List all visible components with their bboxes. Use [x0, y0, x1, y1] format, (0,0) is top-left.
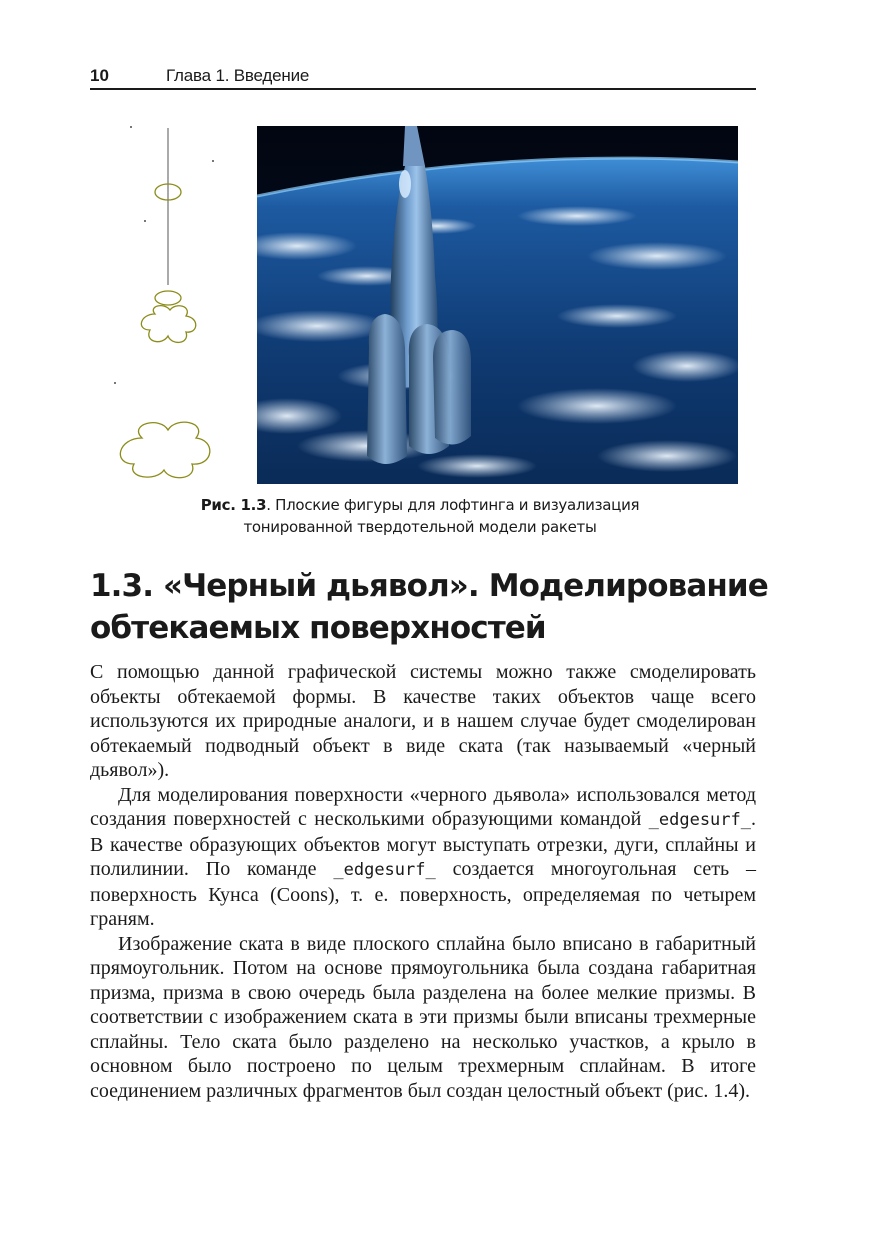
- paragraph-3: Изображение ската в виде плоского сплайна было вписано в габаритный прямоугольник. Потом на основе прямоугольника была создана габаритная призма, призма в свою очередь была разделена на более мелкие призмы. В соответствии с изображением ската в эти призмы были вписаны трехмерные сплайны. Тело ската было разделено на несколько участков, а крыло в основном было построено по целым трехмерным сплайнам. В итоге соединением различных фрагментов был создан целостный объект (рис. 1.4).: [90, 932, 756, 1102]
- paragraph-2: [90, 783, 756, 932]
- loft-profiles-sketch: [100, 120, 240, 490]
- figure-label: Рис. 1.3: [200, 496, 267, 514]
- edgesurf-command: _edgesurf_: [648, 810, 751, 830]
- profile-flower-large: [120, 422, 209, 478]
- paragraph-2-part-b: . В качестве образующих объектов могут выступать отрезки, дуги, сплайны и полилинии. По команде: [90, 808, 756, 880]
- rocket-render-image: [257, 126, 738, 484]
- paragraph-1: С помощью данной графической системы можно также смоделировать объекты обтекаемой формы. В качестве таких объектов чаще всего используются их природные аналоги, и в нашем случае будет смоделирован обтекаемый подводный объект в виде ската (так называемый «черный дьявол»).: [90, 661, 756, 781]
- section-title-line-1: 1.3. «Черный дьявол». Моделирование: [90, 568, 768, 604]
- section-heading: [90, 565, 790, 649]
- caption-line-1: [120, 494, 720, 516]
- chapter-title: Глава 1. Введение: [166, 66, 310, 85]
- running-header: [90, 62, 756, 90]
- profile-ellipse-mid: [155, 291, 181, 305]
- caption-text-1: . Плоские фигуры для лофтинга и визуализация: [266, 496, 640, 514]
- paragraph-2-part-a: Для моделирования поверхности «черного дьявола» использовался метод создания поверхностей с несколькими образующими командой: [90, 783, 756, 830]
- profile-flower-small: [141, 306, 195, 343]
- page-number: 10: [90, 66, 109, 85]
- section-title-line-2: обтекаемых поверхностей: [90, 610, 546, 646]
- paragraph-2-part-c: создается многоугольная сеть – поверхность Кунса (Coons), т. е. поверхность, определяемая по четырем граням.: [90, 858, 756, 930]
- figure-caption: [120, 494, 720, 538]
- body-text: [90, 660, 756, 1103]
- caption-line-2: тонированной твердотельной модели ракеты: [243, 518, 597, 536]
- edgesurf-command: _edgesurf_: [333, 860, 436, 880]
